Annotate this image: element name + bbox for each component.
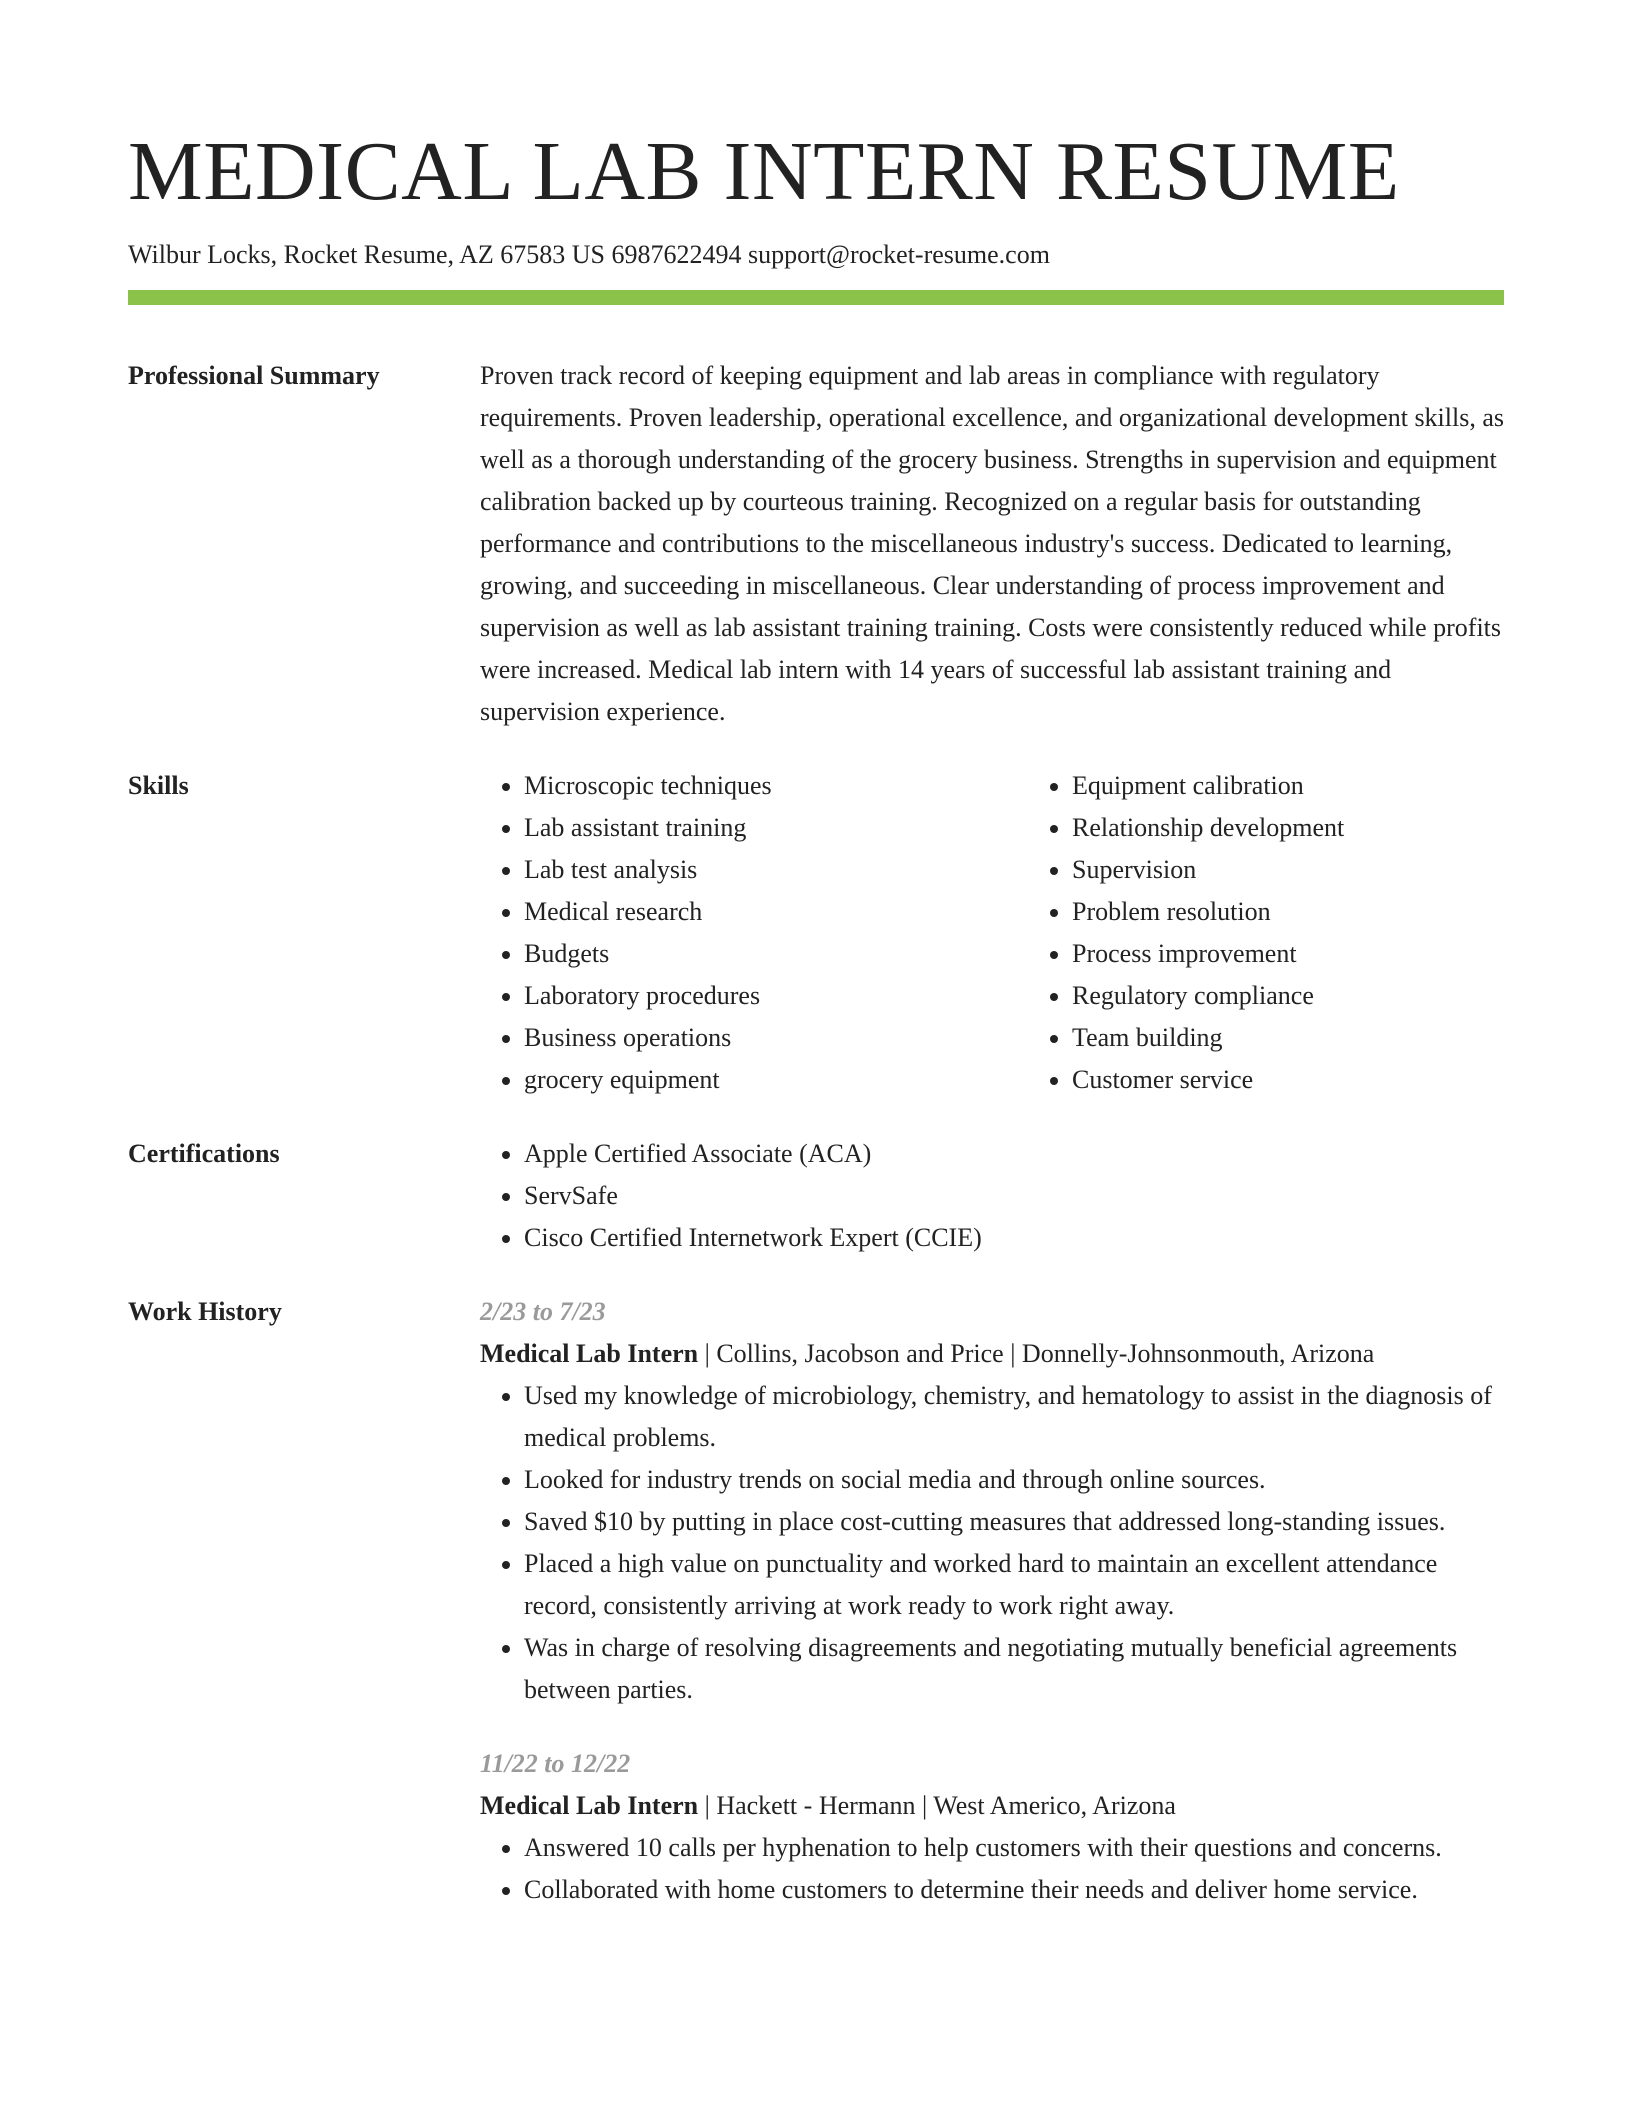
- job-bullet: • Saved $10 by putting in place cost-cutting measures that addressed long-standing issues.: [524, 1501, 1504, 1543]
- section-label-summary: Professional Summary: [128, 361, 380, 390]
- skill-item: • Medical research: [524, 891, 1028, 933]
- skill-item: • Business operations: [524, 1017, 1028, 1059]
- skill-item: • Customer service: [1072, 1059, 1576, 1101]
- section-label-work-history: Work History: [128, 1297, 282, 1326]
- skills-columns: [480, 765, 1576, 1101]
- section-label-certifications: Certifications: [128, 1139, 280, 1168]
- resume-title: MEDICAL LAB INTERN RESUME: [128, 125, 1400, 218]
- job-bullets: [480, 1827, 1504, 1911]
- section-label-skills: Skills: [128, 771, 189, 800]
- certifications-section: [128, 1133, 1504, 1259]
- skill-item: • Microscopic techniques: [524, 765, 1028, 807]
- skill-item: • grocery equipment: [524, 1059, 1028, 1101]
- job-bullet: • Answered 10 calls per hyphenation to help customers with their questions and concerns.: [524, 1827, 1504, 1869]
- certifications-list: [480, 1133, 1504, 1259]
- certification-item: • ServSafe: [524, 1175, 1504, 1217]
- job-bullet: • Looked for industry trends on social media and through online sources.: [524, 1459, 1504, 1501]
- skill-item: • Supervision: [1072, 849, 1576, 891]
- skill-item: • Budgets: [524, 933, 1028, 975]
- skill-item: • Equipment calibration: [1072, 765, 1576, 807]
- job-title: Medical Lab Intern: [480, 1791, 699, 1820]
- job-entry: [480, 1743, 1504, 1911]
- skill-item: • Team building: [1072, 1017, 1576, 1059]
- job-entry: [480, 1291, 1504, 1711]
- skill-item: • Lab assistant training: [524, 807, 1028, 849]
- job-employer-location: | Collins, Jacobson and Price | Donnelly-Johnsonmouth, Arizona: [698, 1339, 1375, 1368]
- work-history-section: [128, 1291, 1504, 1911]
- certification-item: • Cisco Certified Internetwork Expert (CCIE): [524, 1217, 1504, 1259]
- summary-section: [128, 355, 1504, 733]
- contact-line: Wilbur Locks, Rocket Resume, AZ 67583 US 6987622494 support@rocket-resume.com: [128, 240, 1050, 269]
- job-dates: 11/22 to 12/22: [480, 1749, 631, 1778]
- job-bullet: • Was in charge of resolving disagreements and negotiating mutually beneficial agreements between parties.: [524, 1627, 1504, 1711]
- job-bullet: • Placed a high value on punctuality and worked hard to maintain an excellent attendance record, consistently arriving at work ready to work right away.: [524, 1543, 1504, 1627]
- skill-item: • Laboratory procedures: [524, 975, 1028, 1017]
- job-bullet: • Collaborated with home customers to determine their needs and deliver home service.: [524, 1869, 1504, 1911]
- job-heading: [480, 1785, 1504, 1827]
- skills-section: [128, 765, 1504, 1101]
- job-employer-location: | Hackett - Hermann | West Americo, Arizona: [698, 1791, 1176, 1820]
- skill-item: • Relationship development: [1072, 807, 1576, 849]
- resume-page: [128, 0, 1504, 1911]
- work-history-body: [480, 1291, 1504, 1911]
- job-title: Medical Lab Intern: [480, 1339, 699, 1368]
- job-heading: [480, 1333, 1504, 1375]
- skill-item: • Process improvement: [1072, 933, 1576, 975]
- skill-item: • Regulatory compliance: [1072, 975, 1576, 1017]
- job-bullets: [480, 1375, 1504, 1711]
- accent-divider: [128, 290, 1504, 305]
- summary-text: Proven track record of keeping equipment and lab areas in compliance with regulatory requirements. Proven leadership, operational excellence, and organizational development skills, as well as a thorough understanding of the grocery business. Strengths in supervision and equipment calibration backed up by courteous training. Recognized on a regular basis for outstanding performance and contributions to the miscellaneous industry's success. Dedicated to learning, growing, and succeeding in miscellaneous. Clear understanding of process improvement and supervision as well as lab assistant training training. Costs were consistently reduced while profits were increased. Medical lab intern with 14 years of successful lab assistant training and supervision experience.: [480, 361, 1505, 726]
- skills-list-right: [1028, 765, 1576, 1101]
- skill-item: • Lab test analysis: [524, 849, 1028, 891]
- certification-item: • Apple Certified Associate (ACA): [524, 1133, 1504, 1175]
- certifications-body: [480, 1133, 1504, 1259]
- skills-list-left: [480, 765, 1028, 1101]
- skill-item: • Problem resolution: [1072, 891, 1576, 933]
- job-bullet: • Used my knowledge of microbiology, chemistry, and hematology to assist in the diagnosis of medical problems.: [524, 1375, 1504, 1459]
- job-dates: 2/23 to 7/23: [480, 1297, 606, 1326]
